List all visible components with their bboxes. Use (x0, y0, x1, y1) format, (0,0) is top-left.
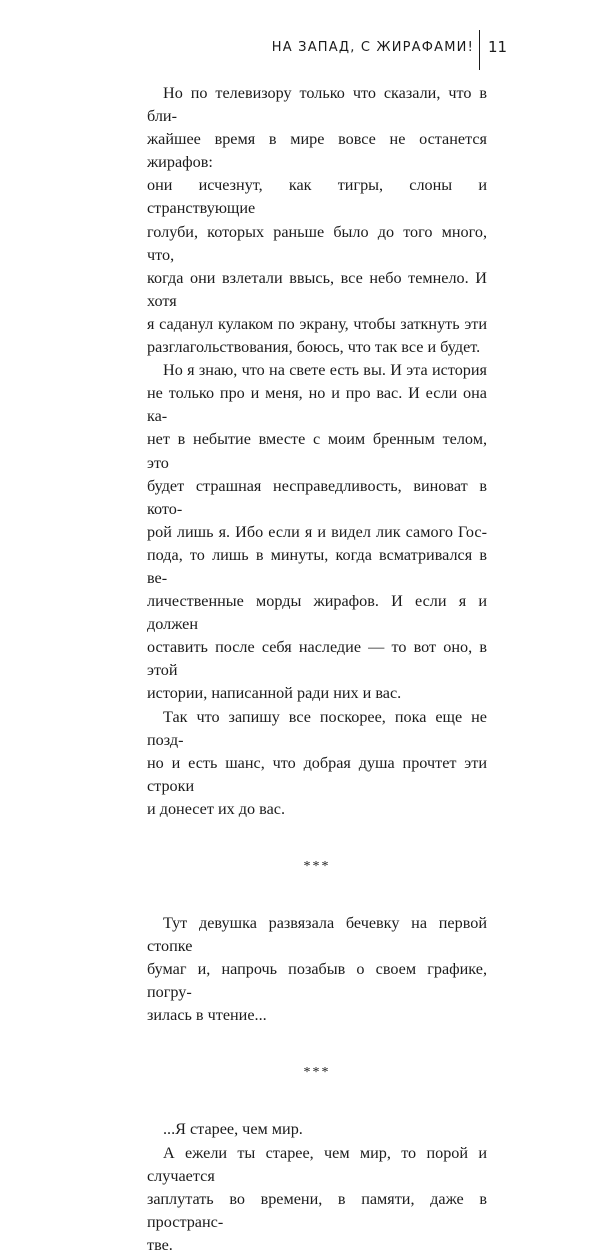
text-line: заплутать во времени, в памяти, даже в пространс- (147, 1189, 487, 1231)
section-gap (147, 1027, 487, 1061)
text-line: зилась в чтение... (147, 1006, 267, 1025)
text-line: и донесет их до вас. (147, 799, 286, 818)
section-separator: *** (303, 859, 331, 874)
text-line: оставить после себя наследие — то вот оно, в этой (147, 638, 487, 680)
section-gap (147, 878, 487, 912)
text-line: не только про и меня, но и про вас. И если она ка- (147, 384, 487, 426)
paragraph-2 (147, 359, 487, 705)
body-text (147, 82, 487, 1257)
paragraph-3 (147, 706, 487, 821)
text-line: жайшее время в мире вовсе не останется жирафов: (147, 130, 487, 172)
text-line: нет в небытие вместе с моим бренным телом, это (147, 430, 487, 472)
text-line: Но по телевизору только что сказали, что в бли- (147, 84, 487, 126)
text-line: личественные морды жирафов. И если я и должен (147, 592, 487, 634)
header-divider (479, 30, 480, 70)
text-line: бумаг и, напрочь позабыв о своем графике, погру- (147, 960, 487, 1002)
text-line: А ежели ты старее, чем мир, то порой и случается (147, 1143, 487, 1185)
text-line: разглагольствования, боюсь, что так все и будет. (147, 338, 481, 357)
paragraph-5 (147, 1118, 487, 1141)
text-line: Так что запишу все поскорее, пока еще не позд- (147, 707, 487, 749)
text-line: голуби, которых раньше было до того много, что, (147, 222, 487, 264)
text-line: ...Я старее, чем мир. (163, 1120, 303, 1139)
paragraph-6 (147, 1142, 487, 1257)
text-line: будет страшная несправедливость, виноват в кото- (147, 476, 487, 518)
section-gap (147, 1084, 487, 1118)
text-line: но и есть шанс, что добрая душа прочтет эти строки (147, 753, 487, 795)
paragraph-1 (147, 82, 487, 359)
text-line: Тут девушка развязала бечевку на первой стопке (147, 914, 487, 956)
text-line: тве. (147, 1235, 173, 1254)
running-title: НА ЗАПАД, С ЖИРАФАМИ! (271, 40, 474, 55)
paragraph-4 (147, 912, 487, 1027)
text-line: они исчезнут, как тигры, слоны и странствующие (147, 176, 487, 218)
page-number: 11 (488, 38, 508, 56)
text-line: Но я знаю, что на свете есть вы. И эта история (163, 361, 487, 380)
section-separator: *** (303, 1065, 331, 1081)
text-line: когда они взлетали ввысь, все небо темнело. И хотя (147, 268, 487, 310)
section-gap (147, 821, 487, 855)
text-line: рой лишь я. Ибо если я и видел лик самого Гос- (147, 522, 487, 541)
text-line: я саданул кулаком по экрану, чтобы заткнуть эти (147, 314, 487, 333)
running-header (0, 30, 600, 70)
text-line: пода, то лишь в минуты, когда всматривался в ве- (147, 545, 487, 587)
text-line: истории, написанной ради них и вас. (147, 684, 402, 703)
